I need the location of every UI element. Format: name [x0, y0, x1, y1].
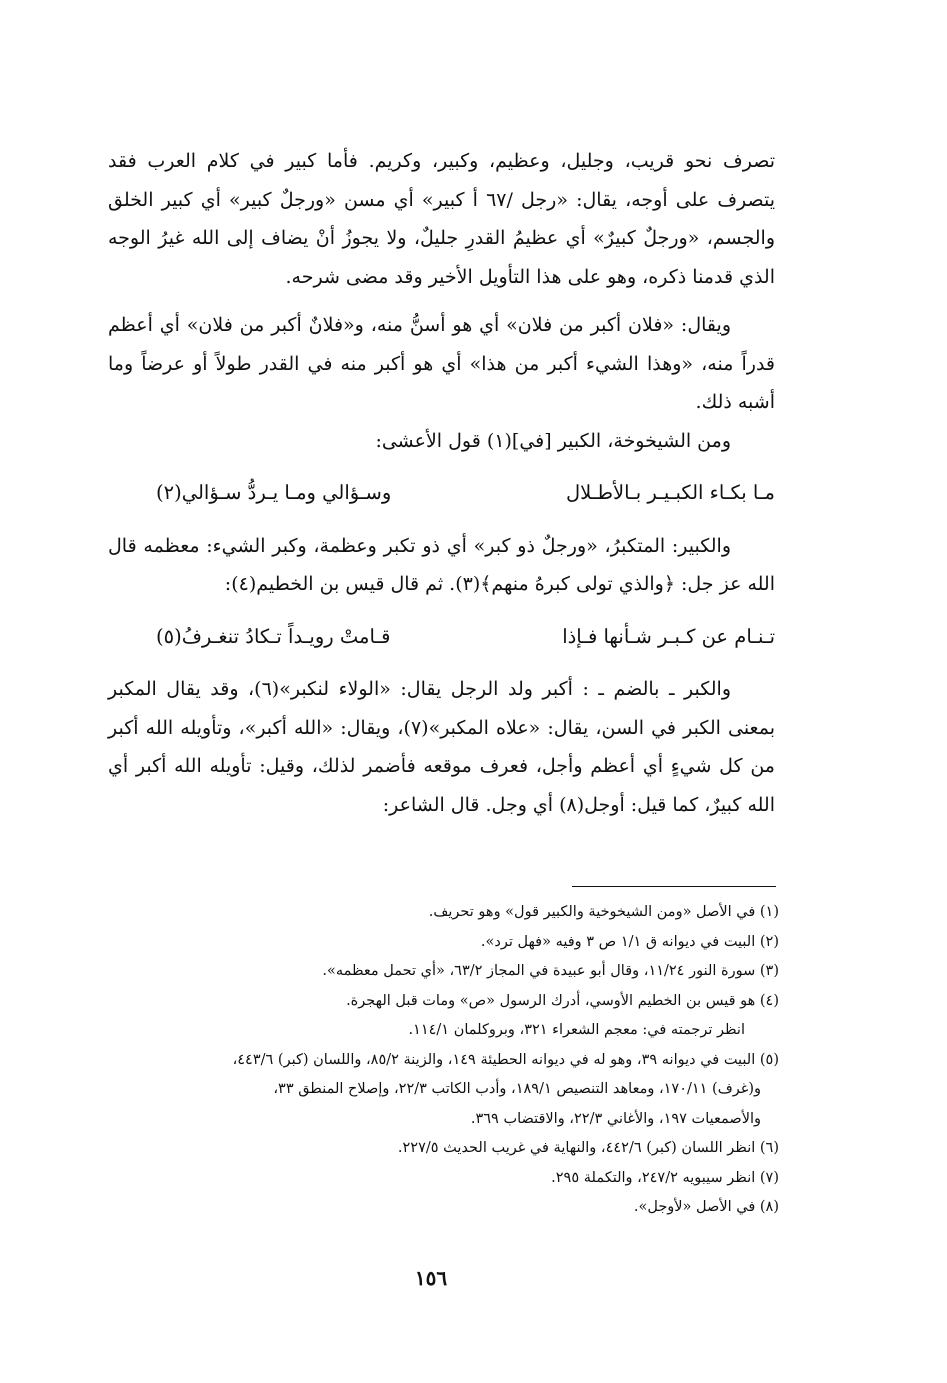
footnote-3: (٣) سورة النور ١١/٢٤، وقال أبو عبيدة في المجاز ٦٣/٢، «أي تحمل معظمه».: [322, 963, 779, 979]
paragraph-3: ومن الشيخوخة، الكبير [في](١) قول الأعشى:: [375, 429, 731, 452]
verse-1: [108, 474, 775, 513]
footnote-5-continued-2: والأصمعيات ١٩٧، والأغاني ٢٢/٣، والاقتضاب ٣٦٩.: [470, 1110, 761, 1127]
footnote-4: (٤) هو قيس بن الخطيم الأوسي، أدرك الرسول «ص» ومات قبل الهجرة.: [346, 992, 779, 1009]
paragraph-1: تصرف نحو قريب، وجليل، وعظيم، وكبير، وكريم. فأما كبير في كلام العرب فقد يتصرف على أوجه، يقال: «رجل /٦٧ أ كبير» أي مسن «ورجلٌ كبير» أي كبير الخلق والجسم، «ورجلٌ كبيرٌ» أي عظيمُ القدرِ جليلٌ، ولا يجوزُ أنْ يضاف إلى الله غيرُ الوجه الذي قدمنا ذكره، وهو على هذا التأويل الأخير وقد مضى شرحه.: [108, 150, 775, 288]
paragraph-5: والكبر ـ بالضم ـ : أكبر ولد الرجل يقال: «الولاء لنكبر»(٦)، وقد يقال المكبر بمعنى الكبر في السن، يقال: «علاه المكبر»(٧)، ويقال: «الله أكبر»، وتأويله الله أكبر من كل شيءٍ أي أعظم وأجل، فعرف موقعه فأضمر لذلك، وقيل: تأويله الله أكبر أي الله كبيرٌ، كما قيل: أوجل(٨) أي وجل. قال الشاعر:: [108, 678, 775, 816]
footnote-5-continued: و(غرف) ١٧٠/١١، ومعاهد التنصيص ١٨٩/١، وأدب الكاتب ٢٢/٣، وإصلاح المنطق ٣٣،: [273, 1081, 761, 1097]
paragraph-4: والكبير: المتكبرُ، «ورجلٌ ذو كبر» أي ذو تكبر وعظمة، وكبر الشيء: معظمه قال الله عز جل: ﴿والذي تولى كبرهُ منهم﴾(٣). ثم قال قيس بن الخطيم(٤):: [108, 534, 775, 595]
verse-2-second-hemistich: قـامتْ رويـداً تـكادُ تنغـرفُ(٥): [156, 624, 391, 648]
verse-2: [108, 618, 775, 657]
verse-2-first-hemistich: تـنـام عن كـبـر شـأنها فـإذا: [562, 624, 775, 648]
footnote-6: (٦) انظر اللسان (كبر) ٤٤٢/٦، والنهاية في غريب الحديث ٢٢٧/٥.: [397, 1140, 779, 1156]
paragraph-2: ويقال: «فلان أكبر من فلان» أي هو أسنُّ منه، و«فلانٌ أكبر من فلان» أي أعظم قدراً منه، «وهذا الشيء أكبر من هذا» أي هو أكبر منه في القدر طولاً أو عرضاً وما أشبه ذلك.: [108, 314, 775, 413]
footnotes: [104, 898, 779, 1223]
footnote-5: (٥) البيت في ديوانه ٣٩، وهو له في ديوانه الحطيئة ١٤٩، والزينة ٨٥/٢، واللسان (كبر) ٤٤٣/٦،: [232, 1051, 779, 1068]
footnote-7: (٧) انظر سيبويه ٢٤٧/٢، والتكملة ٢٩٥.: [551, 1169, 779, 1186]
page-number: ١٥٦: [414, 1266, 448, 1290]
footnote-1: (١) في الأصل «ومن الشيخوخية والكبير قول» وهو تحريف.: [428, 904, 779, 920]
main-text: [108, 142, 775, 824]
verse-1-first-hemistich: مـا بكـاء الكبـيـر بـالأطـلال: [565, 481, 775, 504]
footnote-divider: [572, 886, 776, 887]
verse-1-second-hemistich: وسـؤالي ومـا يـردُّ سـؤالي(٢): [156, 481, 392, 504]
footnote-2: (٢) البيت في ديوانه ق ١/١ ص ٣ وفيه «فهل ترد».: [480, 933, 779, 950]
footnote-8: (٨) في الأصل «لأوجل».: [633, 1199, 779, 1215]
footnote-4-reference: انظر ترجمته في: معجم الشعراء ٣٢١، وبروكلمان ١١٤/١.: [408, 1022, 745, 1038]
